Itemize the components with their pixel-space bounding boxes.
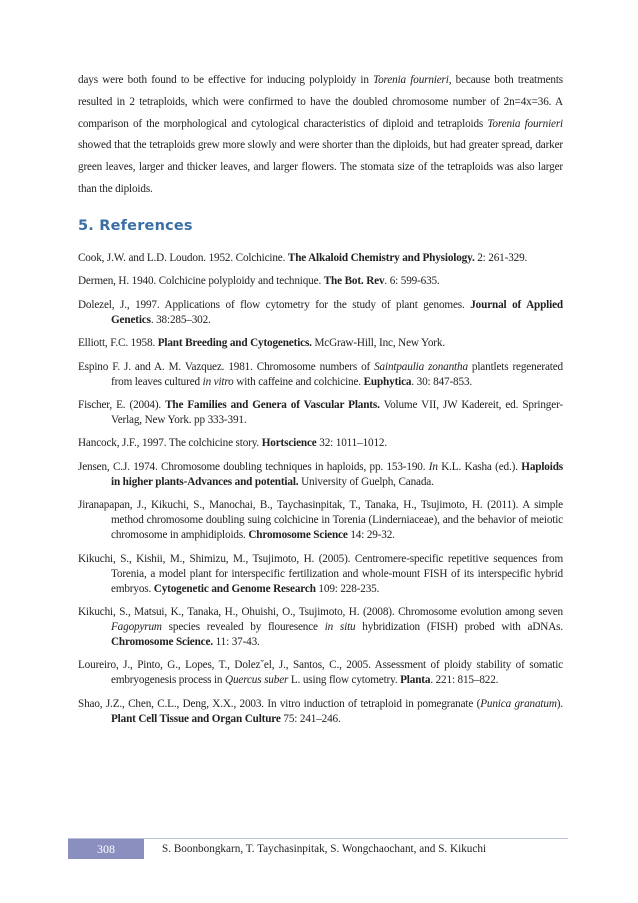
reference-text: Dolezel, J., 1997. Applications of flow cytometry for the study of plant genomes. bbox=[78, 298, 471, 311]
species-name: Torenia fournieri, bbox=[373, 74, 452, 86]
reference-text: hybridization (FISH) probed with aDNAs. bbox=[355, 620, 563, 633]
reference-text: Fischer, E. (2004). bbox=[78, 398, 166, 411]
reference-item bbox=[78, 658, 563, 688]
reference-italic: Punica granatum bbox=[480, 697, 557, 710]
reference-text: University of Guelph, Canada. bbox=[298, 475, 434, 488]
reference-text: 109: 228-235. bbox=[315, 582, 380, 595]
reference-text: K.L. Kasha (ed.). bbox=[437, 460, 522, 473]
reference-text: with caffeine and colchicine. bbox=[233, 375, 364, 388]
reference-source: Cytogenetic and Genome Research bbox=[153, 582, 316, 595]
reference-text: Kikuchi, S., Kishii, M., Shimizu, M., Tsujimoto, H. (2005). Centromere-specific repetitive sequences from Torenia, a model plant for interspecific fertilization and whole-mount FISH of its interspecific hybrid embryos. bbox=[78, 552, 563, 595]
reference-item bbox=[78, 274, 563, 289]
reference-text: Jiranapapan, J., Kikuchi, S., Manochai, B., Taychasinpitak, T., Tanaka, H., Tsujimoto, H. (2011). A simple method chromosome doubling suing colchicine in Torenia (Linderniaceae), and the behavior of meiotic chromosome in amphidiploids. bbox=[78, 499, 563, 542]
reference-list bbox=[78, 251, 563, 735]
reference-text: 14: 29-32. bbox=[347, 529, 395, 542]
reference-source: Euphytica bbox=[363, 375, 412, 388]
reference-text: Cook, J.W. and L.D. Loudon. 1952. Colchicine. bbox=[78, 252, 288, 264]
reference-text: 11: 37-43. bbox=[212, 635, 260, 648]
reference-text: McGraw-Hill, Inc, New York. bbox=[311, 337, 445, 350]
reference-text: 2: 261-329. bbox=[474, 252, 528, 264]
reference-italic: Saintpaulia zonantha bbox=[374, 360, 468, 373]
reference-italic: Quercus suber bbox=[225, 674, 289, 687]
species-name: Torenia fournieri bbox=[487, 117, 564, 130]
reference-text: . 6: 599-635. bbox=[384, 275, 440, 288]
reference-item bbox=[78, 398, 563, 428]
reference-source: Plant Cell Tissue and Organ Culture bbox=[111, 712, 281, 725]
reference-source: Hortscience bbox=[261, 437, 317, 450]
reference-italic: Fagopyrum bbox=[111, 620, 162, 633]
reference-text: L. using flow cytometry. bbox=[288, 674, 401, 687]
reference-italic: in vitro bbox=[202, 375, 234, 388]
reference-source: Chromosome Science bbox=[248, 529, 348, 542]
paragraph-text: because both treatments resulted in 2 tetraploids, which were confirmed to have the doubled chromosome number of 2n=4x=36. A comparison of the morphological and cytological characteristics of diploid and tetraploids bbox=[78, 74, 563, 130]
reference-source: The Bot. Rev bbox=[323, 275, 385, 288]
reference-source: The Families and Genera of Vascular Plants. bbox=[165, 398, 380, 411]
body-paragraph bbox=[78, 70, 563, 201]
reference-item bbox=[78, 552, 563, 597]
reference-item bbox=[78, 605, 563, 650]
reference-source: Haploids in higher plants-Advances and potential. bbox=[111, 460, 563, 488]
reference-text: Dermen, H. 1940. Colchicine polyploidy and technique. bbox=[78, 275, 324, 288]
reference-text: . 30: 847-853. bbox=[411, 375, 473, 388]
reference-text: plantlets regenerated from leaves cultured bbox=[111, 360, 563, 388]
reference-text: species revealed by flouresence bbox=[161, 620, 325, 633]
reference-text: Elliott, F.C. 1958. bbox=[78, 337, 158, 350]
reference-source: Journal of Applied Genetics bbox=[111, 298, 563, 326]
footer-authors: S. Boonbongkarn, T. Taychasinpitak, S. Wongchaochant, and S. Kikuchi bbox=[162, 843, 487, 855]
paragraph-text: days were both found to be effective for inducing polyploidy in bbox=[78, 74, 374, 86]
reference-text: Hancock, J.F., 1997. The colchicine story. bbox=[78, 437, 262, 450]
page-number: 308 bbox=[68, 839, 144, 859]
reference-text: . 221: 815–822. bbox=[430, 674, 499, 687]
reference-item bbox=[78, 251, 563, 266]
reference-text: . 38:285–302. bbox=[150, 313, 211, 326]
reference-source: The Alkaloid Chemistry and Physiology. bbox=[287, 252, 475, 264]
reference-source: Chromosome Science. bbox=[111, 635, 213, 648]
reference-item bbox=[78, 460, 563, 490]
reference-text: Shao, J.Z., Chen, C.L., Deng, X.X., 2003. In vitro induction of tetraploid in pomegranate ( bbox=[78, 697, 481, 710]
paragraph-text: showed that the tetraploids grew more slowly and were shorter than the diploids, but had greater spread, darker green leaves, larger and thicker leaves, and larger flowers. The stomata size of the tetraploids was also larger than the diploids. bbox=[78, 139, 563, 195]
reference-source: Plant Breeding and Cytogenetics. bbox=[157, 337, 312, 350]
reference-source: Planta bbox=[400, 674, 431, 687]
reference-text: Espino F. J. and A. M. Vazquez. 1981. Chromosome numbers of bbox=[78, 360, 375, 373]
reference-text: ). bbox=[556, 697, 563, 710]
reference-text: Loureiro, J., Pinto, G., Lopes, T., Dolez˘el, J., Santos, C., 2005. Assessment of ploidy stability of somatic embryogenesis process in bbox=[78, 659, 563, 687]
reference-text: 75: 241–246. bbox=[280, 712, 341, 725]
reference-item bbox=[78, 360, 563, 390]
reference-text: Volume VII, JW Kadereit, ed. Springer-Verlag, New York. pp 333-391. bbox=[111, 398, 563, 426]
reference-item bbox=[78, 697, 563, 727]
reference-item bbox=[78, 336, 563, 351]
reference-italic: in situ bbox=[324, 620, 356, 633]
section-heading: 5. References bbox=[78, 218, 193, 234]
reference-item bbox=[78, 436, 563, 451]
reference-item bbox=[78, 298, 563, 328]
reference-text: Kikuchi, S., Matsui, K., Tanaka, H., Ohuishi, O., Tsujimoto, H. (2008). Chromosome evolution among seven bbox=[78, 605, 563, 618]
reference-item bbox=[78, 498, 563, 543]
reference-italic: In bbox=[428, 460, 438, 473]
reference-text: Jensen, C.J. 1974. Chromosome doubling techniques in haploids, pp. 153-190. bbox=[78, 460, 429, 473]
reference-text: 32: 1011–1012. bbox=[316, 437, 387, 450]
